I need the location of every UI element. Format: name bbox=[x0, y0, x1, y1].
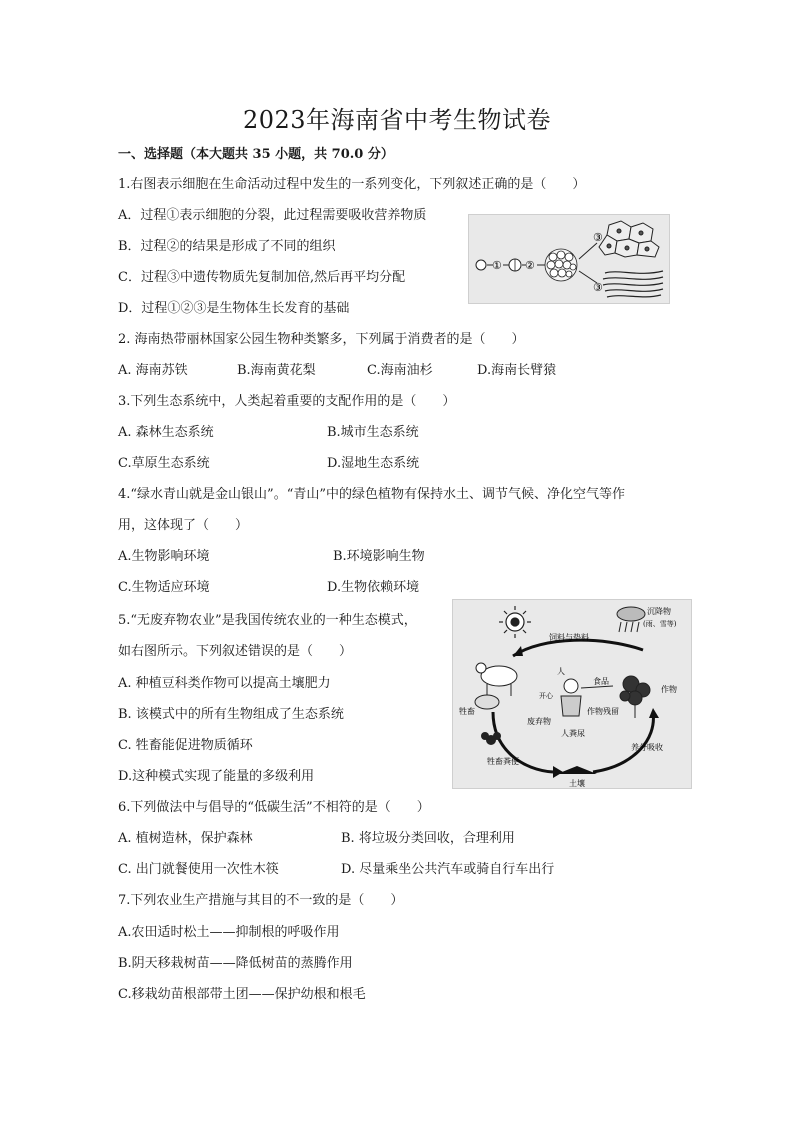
process-3-label-lower: ③ bbox=[593, 281, 603, 294]
epithelial-tissue bbox=[599, 221, 659, 257]
q5-stem-line1: 5.“无废弃物农业”是我国传统农业的一种生态模式， bbox=[118, 613, 417, 628]
feed-arc bbox=[513, 640, 643, 656]
rain-cloud-icon bbox=[617, 607, 645, 632]
q6-stem: 6.下列做法中与倡导的“低碳生活”不相符的是（ ） bbox=[118, 800, 430, 815]
q5-option-c[interactable]: C. 牲畜能促进物质循环 bbox=[118, 738, 253, 753]
q4-option-c[interactable]: C.生物适应环境 bbox=[118, 580, 210, 595]
q6-option-d[interactable]: D. 尽量乘坐公共汽车或骑自行车出行 bbox=[341, 862, 555, 877]
q3-option-c[interactable]: C.草原生态系统 bbox=[118, 456, 210, 471]
q4-stem-line1: 4.“绿水青山就是金山银山”。“青山”中的绿色植物有保持水土、调节气候、净化空气等作 bbox=[118, 487, 625, 502]
q1-option-d[interactable]: D．过程①②③是生物体生长发育的基础 bbox=[118, 301, 350, 316]
q3-option-a[interactable]: A. 森林生态系统 bbox=[118, 425, 214, 440]
q7-option-c[interactable]: C.移栽幼苗根部带土团——保护幼根和根毛 bbox=[118, 987, 366, 1002]
crop-label: 作物 bbox=[661, 685, 677, 694]
food-label: 食品 bbox=[593, 677, 609, 686]
q5-option-b[interactable]: B. 该模式中的所有生物组成了生态系统 bbox=[118, 707, 344, 722]
human-manure-label: 人粪尿 bbox=[561, 729, 585, 738]
nutrient-arc bbox=[593, 712, 653, 772]
page-title: 2023年海南省中考生物试卷 bbox=[242, 106, 552, 134]
manure-icon bbox=[481, 732, 501, 745]
q6-option-c[interactable]: C. 出门就餐使用一次性木筷 bbox=[118, 862, 279, 877]
sediment-label: 沉降物 bbox=[647, 607, 671, 616]
q5-option-a[interactable]: A. 种植豆科类作物可以提高土壤肥力 bbox=[118, 676, 331, 691]
other-label: 开心 bbox=[539, 692, 553, 700]
q1-option-a[interactable]: A．过程①表示细胞的分裂，此过程需要吸收营养物质 bbox=[118, 208, 427, 223]
muscle-tissue bbox=[603, 271, 663, 297]
waste-label: 废弃物 bbox=[527, 717, 551, 726]
crop-icon bbox=[620, 676, 650, 718]
nutrient-absorb-label: 养分吸收 bbox=[631, 743, 663, 752]
q7-option-b[interactable]: B.阴天移栽树苗——降低树苗的蒸腾作用 bbox=[118, 956, 353, 971]
q7-option-a[interactable]: A.农田适时松土——抑制根的呼吸作用 bbox=[118, 925, 340, 940]
sun-icon bbox=[499, 606, 531, 638]
livestock-label: 牲畜 bbox=[459, 707, 475, 716]
cell-division-figure bbox=[468, 214, 670, 304]
q3-option-d[interactable]: D.湿地生态系统 bbox=[327, 456, 420, 471]
q4-option-b[interactable]: B.环境影响生物 bbox=[333, 549, 425, 564]
process-1-label: ① bbox=[492, 259, 502, 272]
cell-division-diagram bbox=[469, 215, 669, 303]
q4-option-a[interactable]: A.生物影响环境 bbox=[118, 549, 210, 564]
q4-option-d[interactable]: D.生物依赖环境 bbox=[327, 580, 420, 595]
q2-option-a[interactable]: A. 海南苏铁 bbox=[118, 363, 188, 378]
q7-stem: 7.下列农业生产措施与其目的不一致的是（ ） bbox=[118, 893, 404, 908]
eco-farming-diagram bbox=[453, 600, 691, 788]
eco-farming-figure bbox=[452, 599, 692, 789]
q4-stem-line2: 用，这体现了（ ） bbox=[118, 518, 249, 533]
person-icon bbox=[561, 679, 581, 716]
q2-option-b[interactable]: B.海南黄花梨 bbox=[237, 363, 316, 378]
q2-stem: 2. 海南热带丽林国家公园生物种类繁多，下列属于消费者的是（ ） bbox=[118, 332, 525, 347]
q5-stem-line2: 如右图所示。下列叙述错误的是（ ） bbox=[118, 644, 353, 659]
person-label: 人 bbox=[557, 667, 565, 676]
soil-icon bbox=[557, 766, 597, 774]
q5-option-d[interactable]: D.这种模式实现了能量的多级利用 bbox=[118, 769, 315, 784]
livestock-manure-label: 牲畜粪便 bbox=[487, 757, 519, 766]
feed-label: 饲料与垫料 bbox=[549, 633, 589, 642]
sediment-sub-label: (雨、雪等) bbox=[643, 620, 677, 628]
q2-option-c[interactable]: C.海南油杉 bbox=[367, 363, 433, 378]
livestock-icon bbox=[475, 663, 517, 709]
single-cell bbox=[476, 260, 486, 270]
cell-cluster bbox=[545, 249, 577, 281]
q1-option-c[interactable]: C．过程③中遗传物质先复制加倍,然后再平均分配 bbox=[118, 270, 406, 285]
q6-option-b[interactable]: B. 将垃圾分类回收，合理利用 bbox=[341, 831, 515, 846]
q3-stem: 3.下列生态系统中，人类起着重要的支配作用的是（ ） bbox=[118, 394, 456, 409]
q6-option-a[interactable]: A. 植树造林，保护森林 bbox=[118, 831, 253, 846]
q1-stem: 1.右图表示细胞在生命活动过程中发生的一系列变化，下列叙述正确的是（ ） bbox=[118, 177, 586, 192]
process-2-label: ② bbox=[525, 259, 535, 272]
q3-option-b[interactable]: B.城市生态系统 bbox=[327, 425, 419, 440]
q2-option-d[interactable]: D.海南长臂猿 bbox=[477, 363, 557, 378]
process-3-label-upper: ③ bbox=[593, 231, 603, 244]
crop-residue-label: 作物残留 bbox=[587, 707, 619, 716]
soil-label: 土壤 bbox=[569, 779, 585, 788]
q1-option-b[interactable]: B．过程②的结果是形成了不同的组织 bbox=[118, 239, 336, 254]
section-heading: 一、选择题（本大题共 35 小题，共 70.0 分） bbox=[118, 147, 394, 162]
